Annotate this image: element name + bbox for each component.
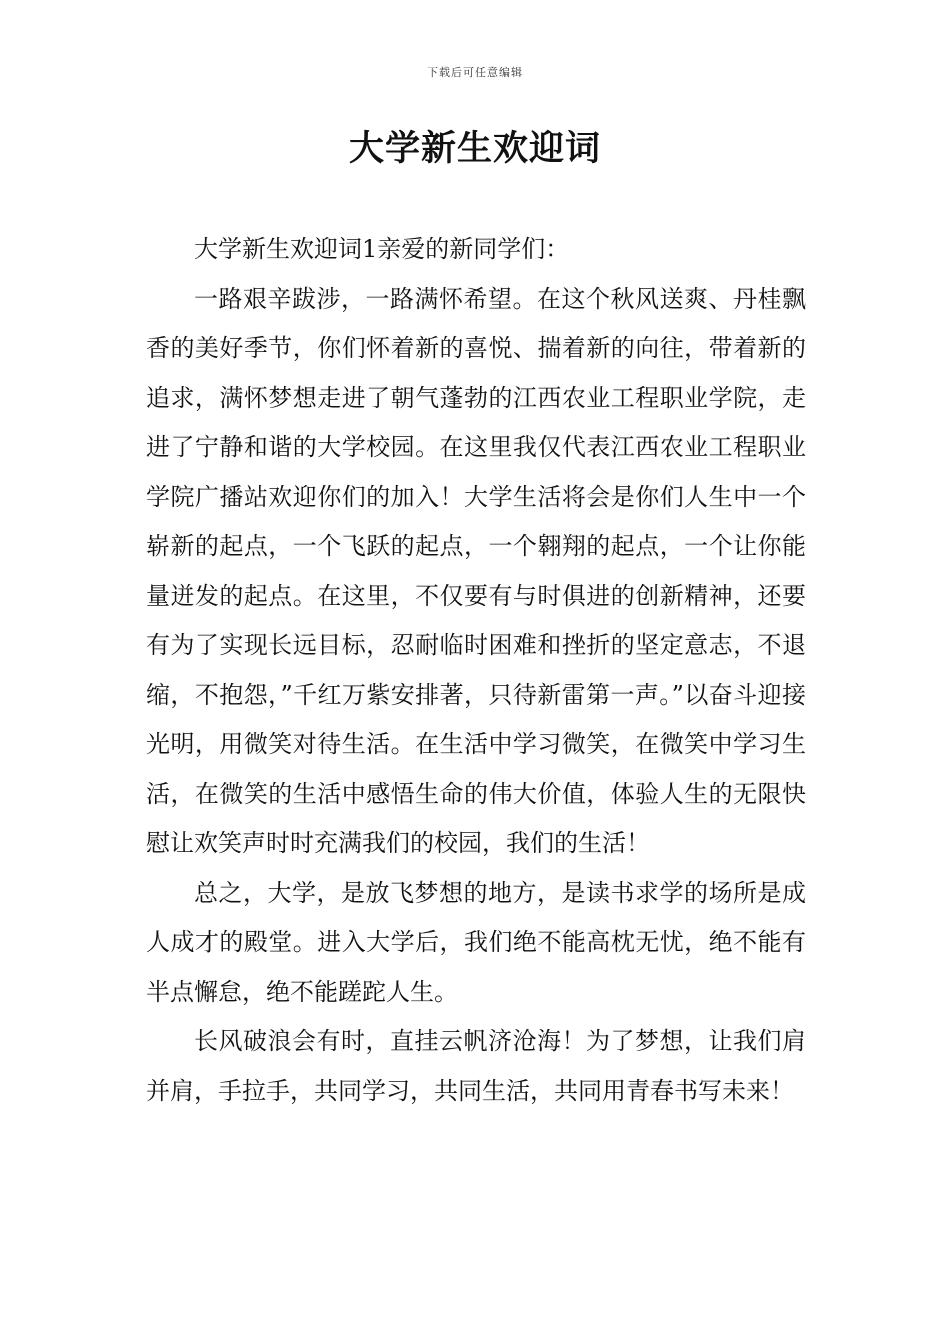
paragraph-main: 一路艰辛跋涉，一路满怀希望。在这个秋风送爽、丹桂飘香的美好季节，你们怀着新的喜悦、揣着新的向往，带着新的追求，满怀梦想走进了朝气蓬勃的江西农业工程职业学院，走进了宁静和谐的大学校园。在这里我仅代表江西农业工程职业学院广播站欢迎你们的加入！大学生活将会是你们人生中一个崭新的起点，一个飞跃的起点，一个翱翔的起点，一个让你能量迸发的起点。在这里，不仅要有与时俱进的创新精神，还要有为了实现长远目标，忍耐临时困难和挫折的坚定意志，不退缩，不抱怨，”千红万紫安排著，只待新雷第一声。”以奋斗迎接光明，用微笑对待生活。在生活中学习微笑，在微笑中学习生活，在微笑的生活中感悟生命的伟大价值，体验人生的无限快慰让欢笑声时时充满我们的校园，我们的生活！ [146,284,806,857]
paragraph-closing: 长风破浪会有时，直挂云帆济沧海！为了梦想，让我们肩并肩，手拉手，共同学习，共同生活，共同用青春书写未来！ [146,1027,806,1105]
paragraph-greeting: 大学新生欢迎词1亲爱的新同学们： [194,235,570,263]
page-header-note: 下载后可任意编辑 [427,66,523,79]
paragraph-summary: 总之，大学，是放飞梦想的地方，是读书求学的场所是成人成才的殿堂。进入大学后，我们绝不能高枕无忧，绝不能有半点懈怠，绝不能蹉跎人生。 [146,878,806,1006]
document-title: 大学新生欢迎词 [348,129,601,169]
document-body [146,225,806,1116]
